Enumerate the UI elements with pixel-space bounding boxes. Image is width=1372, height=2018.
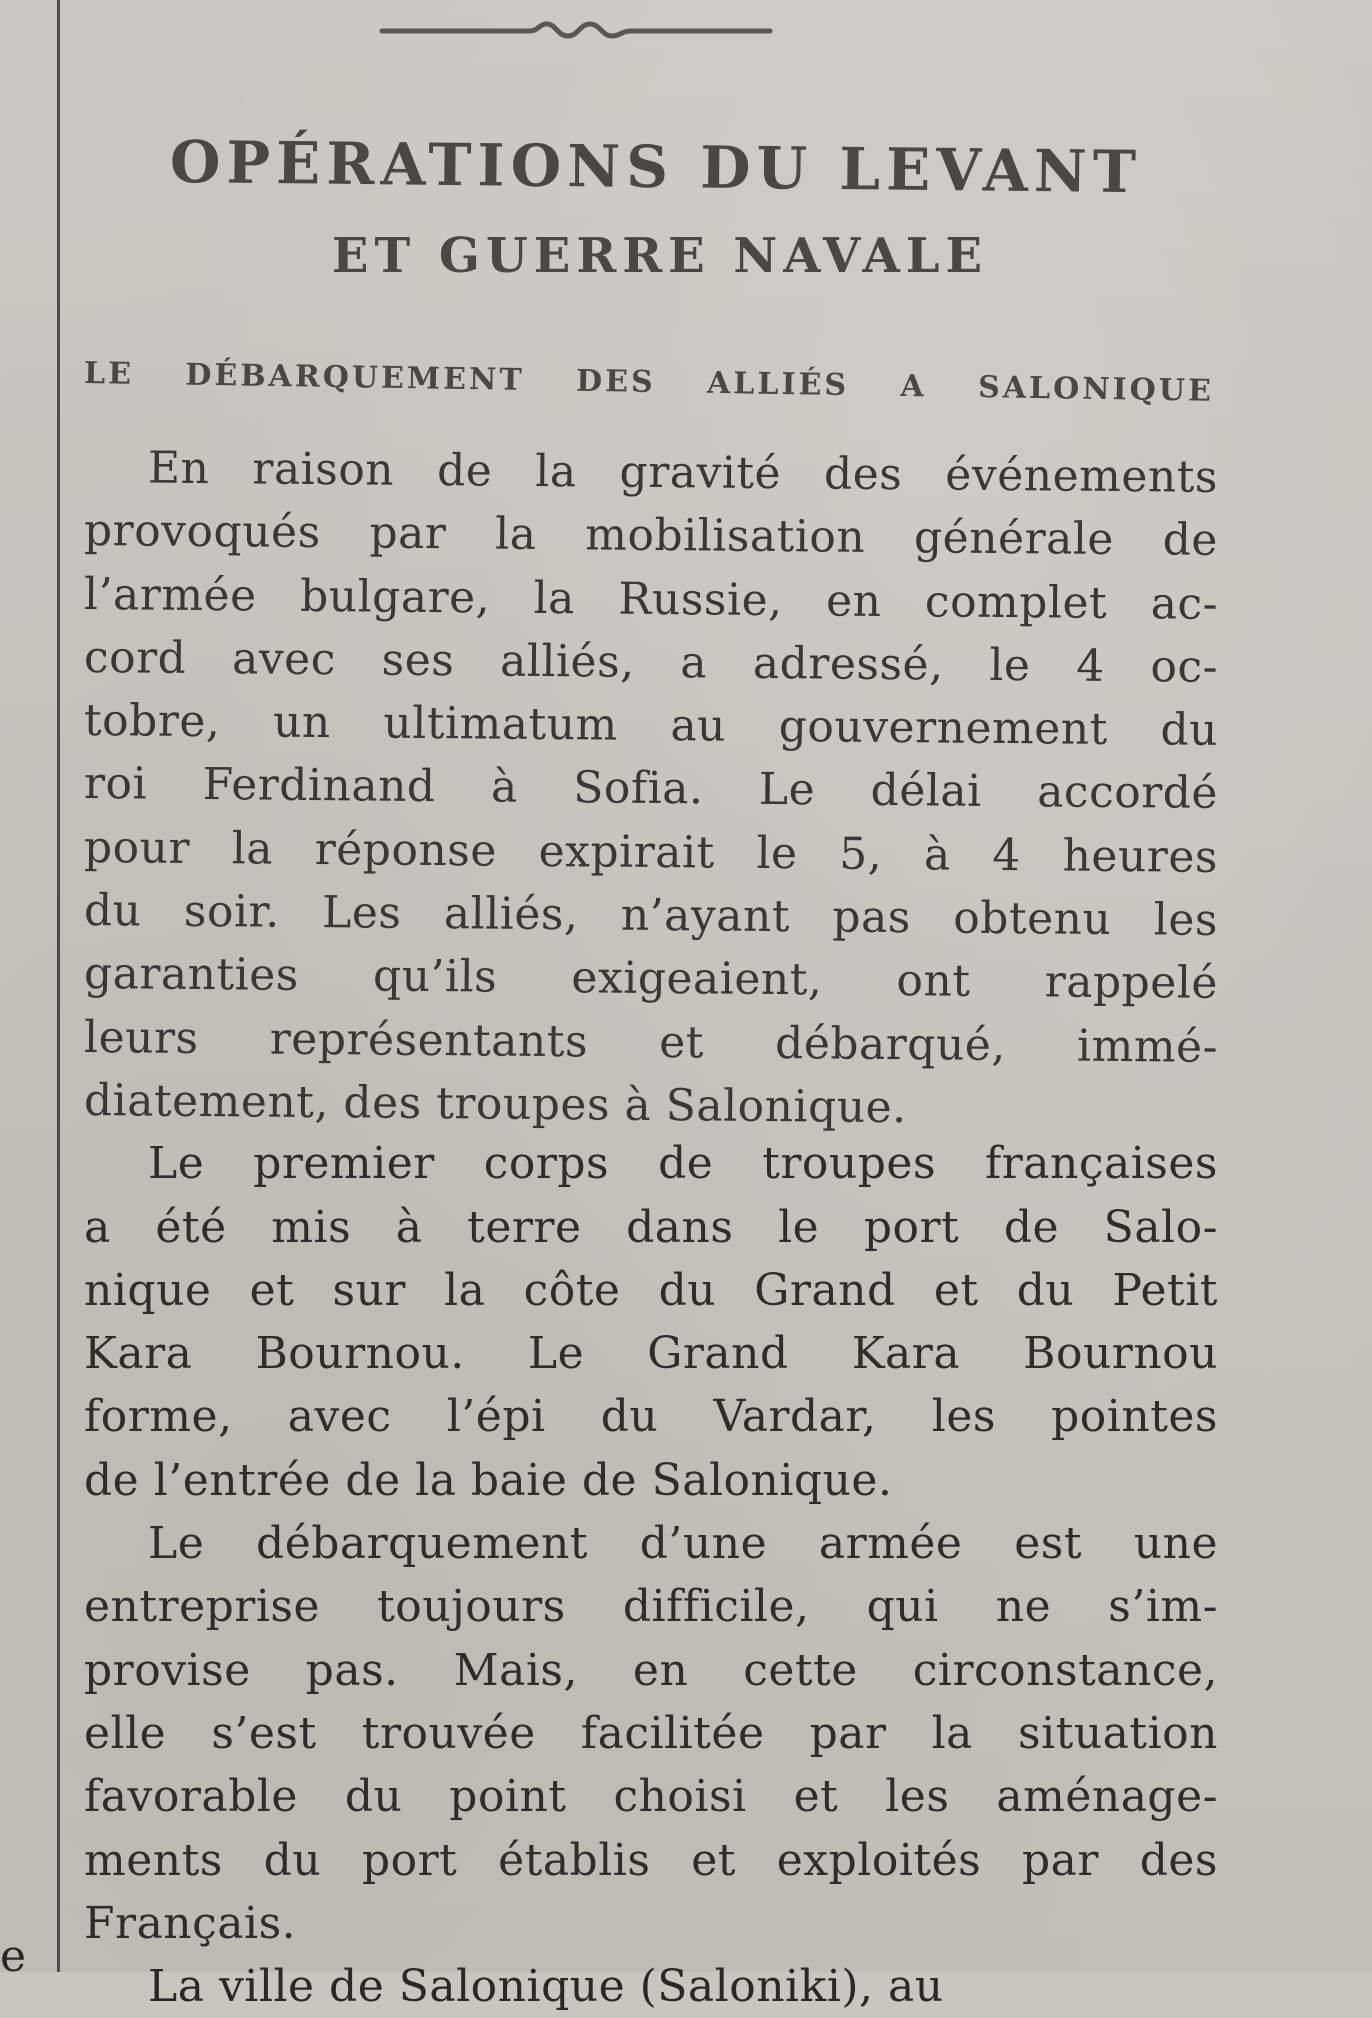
- paragraph-2: [84, 1132, 1218, 1512]
- text-line: Français.: [84, 1897, 297, 1949]
- section-title: LE DÉBARQUEMENT DES ALLIÉS A SALONIQUE: [83, 356, 1215, 409]
- article-body: [83, 436, 1219, 2013]
- text-line: diatement, des troupes à Salonique.: [83, 1074, 907, 1134]
- text-line: Le débarquement d’une armée est une: [148, 1518, 1218, 1570]
- text-line: provise pas. Mais, en cette circonstance,: [84, 1644, 1218, 1696]
- text-line: elle s’est trouvée facilitée par la situation: [84, 1707, 1218, 1759]
- text-line: provoqués par la mobilisation générale de: [83, 505, 1219, 567]
- text-line: forme, avec l’épi du Vardar, les pointes: [84, 1391, 1218, 1443]
- text-line: Le premier corps de troupes françaises: [148, 1138, 1218, 1190]
- headline-line-1: OPÉRATIONS DU LEVANT: [169, 128, 1143, 207]
- decorative-divider-icon: [380, 18, 772, 44]
- headline-line-2: ET GUERRE NAVALE: [331, 228, 989, 284]
- text-line: favorable du point choisi et les aménage-: [84, 1771, 1218, 1823]
- text-line: de l’entrée de la baie de Salonique.: [84, 1454, 893, 1506]
- column-divider-rule: [57, 0, 60, 1972]
- text-line: a été mis à terre dans le port de Salo-: [84, 1201, 1218, 1253]
- text-line: ments du port établis et exploités par des: [84, 1834, 1218, 1886]
- text-line: roi Ferdinand à Sofia. Le délai accordé: [83, 758, 1219, 820]
- adjacent-column-fragment: e: [0, 1931, 27, 1982]
- text-line: garanties qu’ils exigeaient, ont rappelé: [83, 948, 1219, 1010]
- paragraph-3: [84, 1512, 1218, 1955]
- text-line: entreprise toujours difficile, qui ne s’im-: [84, 1581, 1218, 1633]
- text-line: tobre, un ultimatum au gouvernement du: [83, 695, 1219, 757]
- text-line: Kara Bournou. Le Grand Kara Bournou: [84, 1328, 1218, 1380]
- text-line: leurs représentants et débarqué, immé-: [83, 1011, 1219, 1073]
- text-line: En raison de la gravité des événements: [147, 442, 1219, 503]
- cut-off-text-line: La ville de Salonique (Saloniki), au: [148, 1961, 944, 2013]
- text-line: cord avec ses alliés, a adressé, le 4 oc-: [83, 631, 1219, 693]
- text-line: pour la réponse expirait le 5, à 4 heures: [83, 821, 1219, 883]
- text-line: nique et sur la côte du Grand et du Petit: [84, 1264, 1218, 1316]
- paragraph-1: [84, 436, 1218, 1132]
- text-line: l’armée bulgare, la Russie, en complet ac-: [83, 568, 1219, 630]
- text-line: du soir. Les alliés, n’ayant pas obtenu les: [83, 885, 1219, 946]
